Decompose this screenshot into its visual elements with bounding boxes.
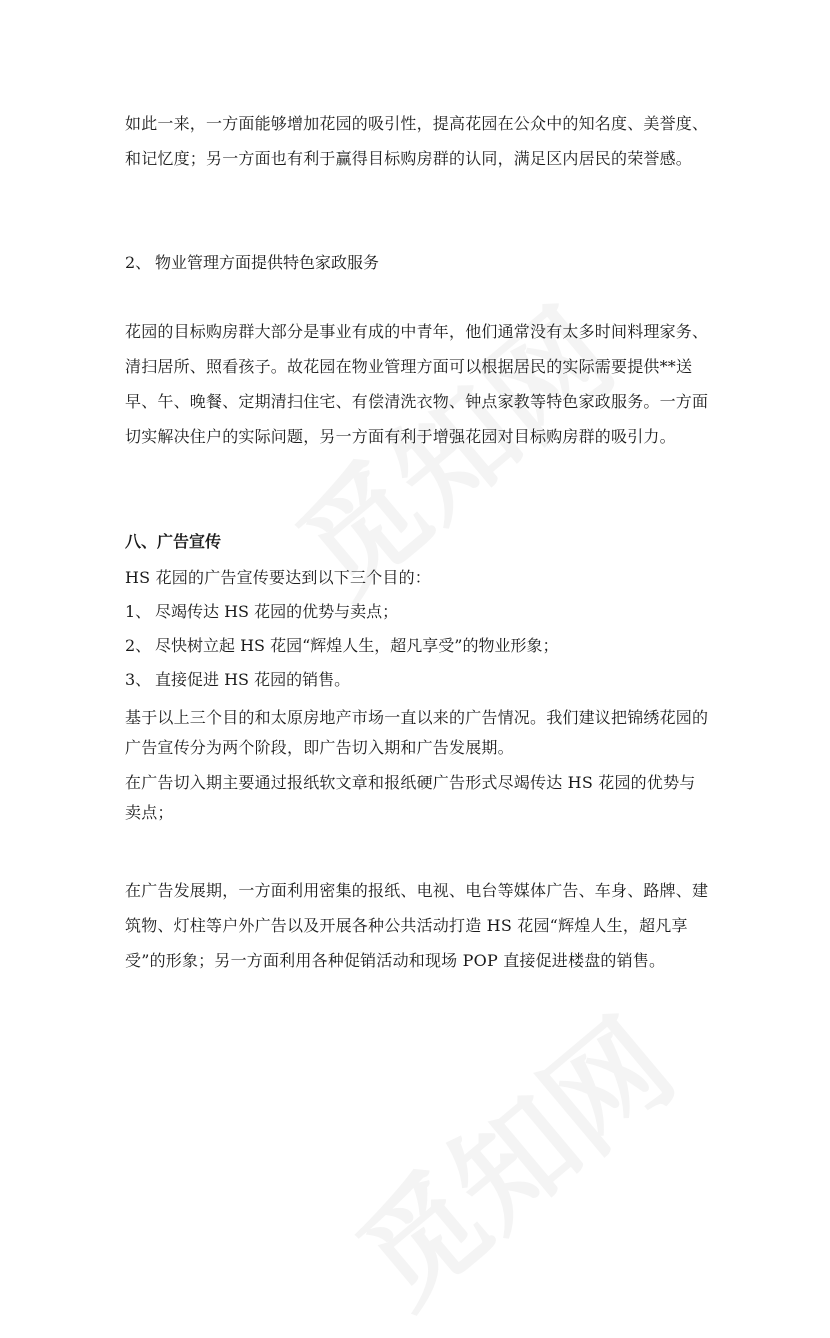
watermark (317, 974, 703, 1337)
list-text: 物业管理方面提供特色家政服务 (155, 253, 380, 272)
list-item-property-service (125, 248, 710, 278)
list-item (125, 597, 710, 627)
list-item (125, 631, 710, 661)
list-number: 1、 (125, 602, 152, 621)
paragraph-stages: 基于以上三个目的和太原房地产市场一直以来的广告情况。我们建议把锦绣花园的广告宣传分为两个阶段，即广告切入期和广告发展期。 (125, 708, 709, 757)
paragraph-housekeeping: 花园的目标购房群大部分是事业有成的中青年，他们通常没有太多时间料理家务、清扫居所、照看孩子。故花园在物业管理方面可以根据居民的实际需要提供**送早、午、晚餐、定期清扫住宅、有偿清洗衣物、钟点家教等特色家政服务。一方面切实解决住户的实际问题，另一方面有利于增强花园对目标购房群的吸引力。 (125, 322, 709, 446)
list-text: 尽竭传达 HS 花园的优势与卖点； (155, 602, 399, 621)
list-item (125, 665, 710, 695)
list-number: 3、 (125, 670, 152, 689)
list-number: 2、 (125, 253, 152, 272)
list-text: 直接促进 HS 花园的销售。 (155, 670, 351, 689)
paragraph-entry-phase: 在广告切入期主要通过报纸软文章和报纸硬广告形式尽竭传达 HS 花园的优势与卖点； (125, 773, 696, 822)
section-intro: HS 花园的广告宣传要达到以下三个目的： (125, 568, 432, 587)
paragraph-development-phase: 在广告发展期，一方面利用密集的报纸、电视、电台等媒体广告、车身、路牌、建筑物、灯柱等户外广告以及开展各种公共活动打造 HS 花园“辉煌人生，超凡享受”的形象；另一方面利用各种促销活动和现场 POP 直接促进楼盘的销售。 (125, 881, 709, 970)
list-number: 2、 (125, 636, 152, 655)
list-text: 尽快树立起 HS 花园“辉煌人生，超凡享受”的物业形象； (155, 636, 559, 655)
section-heading: 八、广告宣传 (125, 532, 222, 551)
paragraph-honor: 如此一来，一方面能够增加花园的吸引性，提高花园在公众中的知名度、美誉度、和记忆度；另一方面也有利于赢得目标购房群的认同，满足区内居民的荣誉感。 (125, 114, 709, 168)
